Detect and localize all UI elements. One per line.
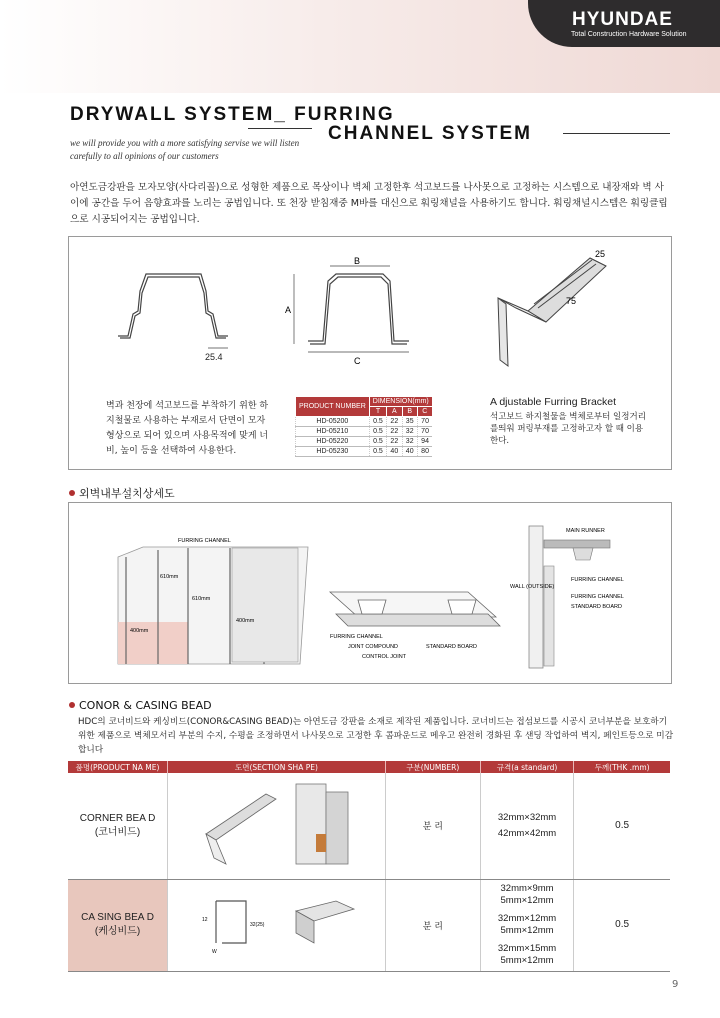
casing-bead-name: CA SING BEA D (케싱비드) bbox=[68, 879, 168, 971]
table-row: HD-05230 0.5 40 40 80 bbox=[296, 447, 433, 457]
bead-description: HDC의 코너비드와 케싱비드(CONOR&CASING BEAD)는 아연도금 강판을 소재로 제작된 제품입니다. 코너비드는 접섬보드를 시공시 코너부분을 보호하기 위한 제품으로 벽체모서리 부분의 수지, 수평을 조정하면서 나사못으로 고정한 후 콤파운드로 메우고 완전히 경화된 후 샌딩 작업하여 벽지, 페인트등으로 미감합니다 bbox=[78, 717, 674, 755]
install-detail-drawings bbox=[68, 502, 670, 682]
brand-tagline: Total Construction Hardware Solution bbox=[571, 31, 687, 38]
intro-paragraph: 아연도금강판을 모자모양(사다리꼴)으로 성형한 제품으로 목상이나 벽체 고정한후 석고보드를 나사못으로 고정하는 시스템으로 내장재와 벽 사이에 공간을 두어 음향효과를 노리는 공법입니다. 또 천장 받침재중 M바를 대신으로 훠링채널을 사용하기도 합니다. 훠링채널시스템은 훠링클립으로 시공되어지는 공법입니다. bbox=[70, 182, 668, 225]
corner-bead-thk: 0.5 bbox=[574, 773, 670, 879]
col-section-shape: 도면(SECTION SHA PE) bbox=[168, 761, 386, 773]
col-t: T bbox=[369, 407, 386, 417]
casing-label-12: 12 bbox=[202, 916, 208, 923]
casing-label-w: W bbox=[212, 948, 218, 955]
table-row: HD-05210 0.5 22 32 70 bbox=[296, 427, 433, 437]
corner-bead-drawing-cell bbox=[168, 773, 386, 879]
label-furring-channel: FURRING CHANNEL bbox=[178, 538, 231, 544]
corner-bead-name: CORNER BEA D (코너비드) bbox=[68, 773, 168, 879]
section-heading-detail: 외벽내부설치상세도 bbox=[69, 485, 175, 501]
bullet-icon bbox=[69, 702, 75, 708]
page-title-line1: DRYWALL SYSTEM_ FURRING bbox=[70, 104, 395, 125]
title-rule-right bbox=[563, 133, 670, 134]
header-tagline: we will provide you with a more satisfying servise we will listen carefully to all opinions of our customers bbox=[70, 138, 300, 161]
label-b: B bbox=[354, 256, 361, 266]
header-dimension: DIMENSION(mm) bbox=[369, 397, 432, 407]
label-ceiling-furring: FURRING CHANNEL bbox=[330, 634, 383, 640]
label-side-furring2: FURRING CHANNEL bbox=[571, 594, 624, 600]
col-thickness: 두께(THK .mm) bbox=[574, 761, 670, 773]
corner-bead-drawing bbox=[176, 774, 376, 874]
corner-bead-specs: 32mm×32mm 42mm×42mm bbox=[480, 773, 573, 879]
label-400a: 400mm bbox=[130, 628, 149, 634]
bracket-title: A djustable Furring Bracket bbox=[490, 396, 617, 408]
label-side-board: STANDARD BOARD bbox=[571, 604, 622, 610]
dimension-table bbox=[295, 396, 433, 457]
page-number: 9 bbox=[672, 979, 679, 990]
channel-description: 벽과 천장에 석고보드를 부착하기 위한 하지철물로 사용하는 부재로서 단면이 모자형상으로 되어 있으며 사용목적에 맞게 너비, 높이 등을 선택하여 사용한다. bbox=[106, 401, 269, 456]
bullet-icon bbox=[69, 490, 75, 496]
section-heading-bead: CONOR & CASING BEAD bbox=[69, 699, 212, 712]
brand-name: HYUNDAE bbox=[572, 9, 673, 30]
col-c: C bbox=[417, 407, 432, 417]
label-wall-outside: WALL (OUTSIDE) bbox=[510, 584, 555, 590]
label-a: A bbox=[285, 305, 292, 315]
page-title-line2: CHANNEL SYSTEM bbox=[328, 123, 532, 144]
table-row bbox=[68, 773, 670, 879]
col-a: A bbox=[387, 407, 402, 417]
dim-75: 75 bbox=[566, 296, 577, 306]
label-c: C bbox=[354, 356, 361, 366]
table-row: HD-05200 0.5 22 35 70 bbox=[296, 417, 433, 427]
channel-profile-drawing bbox=[118, 274, 228, 338]
casing-bead-thk: 0.5 bbox=[574, 879, 670, 971]
table-row: HD-05220 0.5 22 32 94 bbox=[296, 437, 433, 447]
casing-bead-drawing-cell bbox=[168, 879, 386, 971]
channel-section-drawing bbox=[308, 274, 409, 344]
bracket-drawing bbox=[498, 258, 606, 366]
bracket-description: 석고보드 하지철물을 벽체로부터 일정거리를띄워 퍼링부재를 고정하고자 할 때 이용한다. bbox=[490, 412, 646, 446]
col-standard: 규격(a standard) bbox=[480, 761, 573, 773]
col-b: B bbox=[402, 407, 417, 417]
wall-drawing bbox=[118, 547, 308, 664]
casing-bead-number: 분 리 bbox=[385, 879, 480, 971]
table-row bbox=[68, 879, 670, 971]
corner-bead-number: 분 리 bbox=[385, 773, 480, 879]
dim-25: 25 bbox=[595, 249, 606, 259]
label-main-runner: MAIN RUNNER bbox=[566, 528, 605, 534]
label-control-joint: CONTROL JOINT bbox=[362, 654, 407, 660]
label-standard-board: STANDARD BOARD bbox=[426, 644, 477, 650]
label-side-furring: FURRING CHANNEL bbox=[571, 577, 624, 583]
label-joint-compound: JOINT COMPOUND bbox=[348, 644, 399, 650]
dim-25-4: 25.4 bbox=[205, 352, 223, 362]
casing-bead-specs: 32mm×9mm 5mm×12mm 32mm×12mm 5mm×12mm 32mm×15mm 5mm×12mm bbox=[480, 879, 573, 971]
title-rule bbox=[248, 128, 312, 129]
header-product: PRODUCT NUMBER bbox=[296, 397, 370, 417]
casing-bead-drawing bbox=[176, 881, 376, 967]
label-610b: 610mm bbox=[192, 596, 211, 602]
casing-label-32: 32(25) bbox=[250, 921, 265, 928]
ceiling-drawing bbox=[330, 592, 500, 626]
col-number: 구분(NUMBER) bbox=[385, 761, 480, 773]
label-400b: 400mm bbox=[236, 618, 255, 624]
col-product-name: 품명(PRODUCT NA ME) bbox=[68, 761, 168, 773]
bead-spec-table bbox=[68, 761, 670, 972]
label-610a: 610mm bbox=[160, 574, 179, 580]
